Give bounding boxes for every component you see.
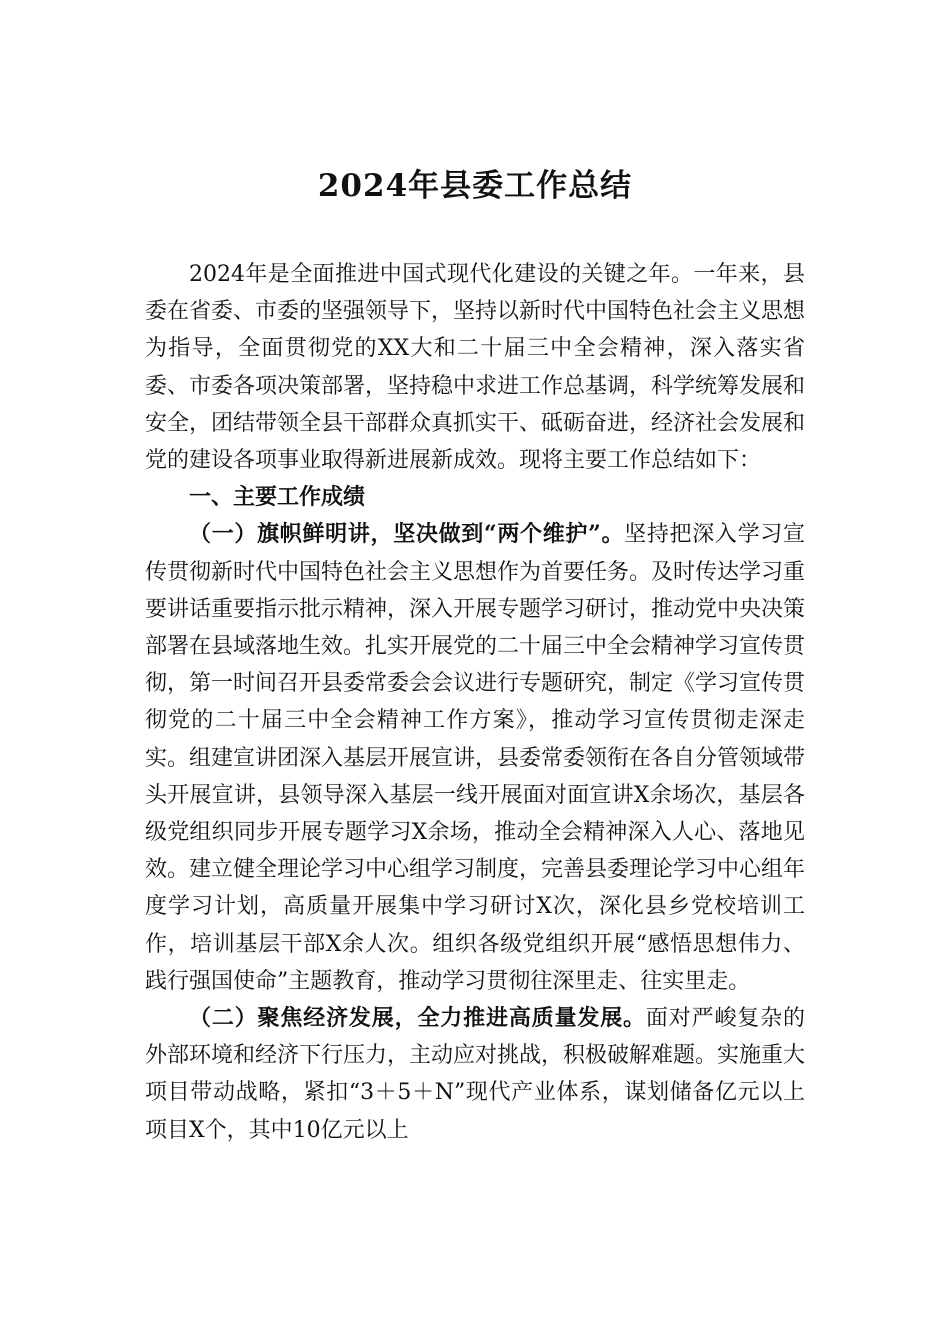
item-paragraph-1 xyxy=(145,516,805,1000)
document-body xyxy=(145,256,805,1149)
item-lead-1: （一）旗帜鲜明讲，坚决做到“两个维护”。 xyxy=(189,521,625,548)
intro-paragraph: 2024年是全面推进中国式现代化建设的关键之年。一年来，县委在省委、市委的坚强领导下，坚持以新时代中国特色社会主义思想为指导，全面贯彻党的XX大和二十届三中全会精神，深入落实省委、市委各项决策部署，坚持稳中求进工作总基调，科学统筹发展和安全，团结带领全县干部群众真抓实干、砥砺奋进，经济社会发展和党的建设各项事业取得新进展新成效。现将主要工作总结如下： xyxy=(145,262,806,474)
item-body-1: 坚持把深入学习宣传贯彻新时代中国特色社会主义思想作为首要任务。及时传达学习重要讲话重要指示批示精神，深入开展专题学习研讨，推动党中央决策部署在县域落地生效。扎实开展党的二十届三中全会精神学习宣传贯彻，第一时间召开县委常委会会议进行专题研究，制定《学习宣传贯彻党的二十届三中全会精神工作方案》，推动学习宣传贯彻走深走实。组建宣讲团深入基层开展宣讲，县委常委领衔在各自分管领域带头开展宣讲，县领导深入基层一线开展面对面宣讲X余场次，基层各级党组织同步开展专题学习X余场，推动全会精神深入人心、落地见效。建立健全理论学习中心组学习制度，完善县委理论学习中心组年度学习计划，高质量开展集中学习研讨X次，深化县乡党校培训工作，培训基层干部X余人次。组织各级党组织开展“感悟思想伟力、践行强国使命”主题教育，推动学习贯彻往深里走、往实里走。 xyxy=(145,522,806,994)
item-body-2: 面对严峻复杂的外部环境和经济下行压力，主动应对挑战，积极破解难题。实施重大项目带动战略，紧扣“3＋5＋N”现代产业体系，谋划储备亿元以上项目X个，其中10亿元以上 xyxy=(145,1006,806,1143)
document-title: 2024年县委工作总结 xyxy=(317,168,633,204)
item-lead-2: （二）聚焦经济发展，全力推进高质量发展。 xyxy=(189,1005,646,1032)
item-paragraph-2 xyxy=(145,1000,805,1149)
section-heading: 一、主要工作成绩 xyxy=(189,484,366,511)
